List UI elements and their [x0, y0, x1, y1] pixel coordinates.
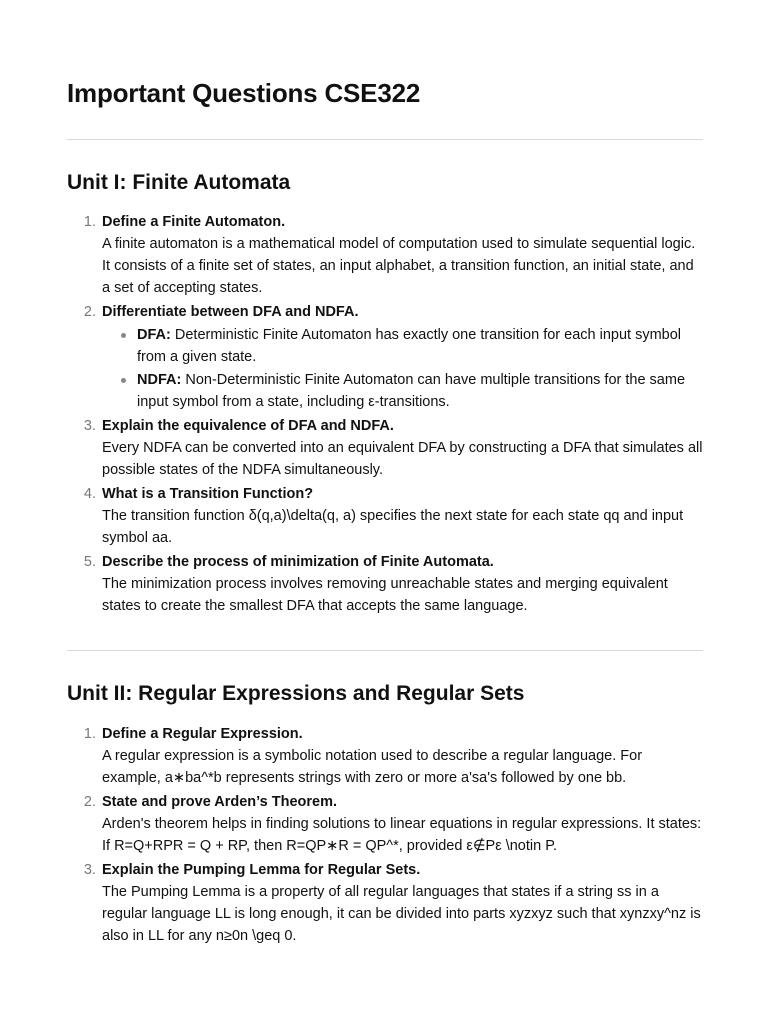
question-answer: The transition function δ(q,a)\delta(q, a) specifies the next state for each state qq and input symbol aa. — [102, 508, 684, 546]
unit-divider — [67, 650, 703, 651]
question-number: 2. — [83, 304, 96, 320]
question-number: 4. — [83, 486, 96, 502]
bullet-text: Non-Deterministic Finite Automaton can have multiple transitions for the same input symbol from a state, including ε-transitions. — [137, 372, 686, 410]
title-divider — [67, 139, 703, 140]
question-item — [67, 301, 703, 413]
question-number: 3. — [83, 418, 96, 434]
question-title: Explain the Pumping Lemma for Regular Sets. — [102, 862, 421, 878]
question-number: 1. — [83, 726, 96, 742]
question-item — [67, 415, 703, 481]
question-number: 3. — [83, 862, 96, 878]
question-item — [67, 859, 703, 947]
question-title: Define a Finite Automaton. — [102, 214, 286, 230]
question-item — [67, 211, 703, 299]
question-answer: A finite automaton is a mathematical model of computation used to simulate sequential logic. It consists of a finite set of states, an input alphabet, a transition function, an initial state, and a set of accepting states. — [102, 236, 696, 296]
bullet-text: Deterministic Finite Automaton has exactly one transition for each input symbol from a given state. — [137, 327, 682, 365]
unit-1-question-list — [67, 211, 703, 619]
comparison-bullet-list — [102, 324, 703, 413]
page-title: Important Questions CSE322 — [67, 78, 421, 108]
question-answer: The Pumping Lemma is a property of all regular languages that states if a string ss in a regular language LL is long enough, it can be divided into parts xyzxyz such that xynzxy^nz is also in LL for any n≥0n \geq 0. — [102, 884, 701, 944]
bullet-term: DFA: — [137, 327, 171, 343]
question-answer: A regular expression is a symbolic notation used to describe a regular language. For example, a∗ba^*b represents strings with zero or more a'sa's followed by one bb. — [102, 748, 643, 786]
question-number: 1. — [83, 214, 96, 230]
question-title: Describe the process of minimization of Finite Automata. — [102, 554, 494, 570]
question-title: What is a Transition Function? — [102, 486, 314, 502]
question-item — [67, 551, 703, 617]
bullet-item-dfa — [102, 324, 703, 368]
question-title: Explain the equivalence of DFA and NDFA. — [102, 418, 394, 434]
question-title: Define a Regular Expression. — [102, 726, 303, 742]
question-title: Differentiate between DFA and NDFA. — [102, 304, 359, 320]
question-answer: Every NDFA can be converted into an equivalent DFA by constructing a DFA that simulates all possible states of the NDFA simultaneously. — [102, 440, 703, 478]
unit-2-heading: Unit II: Regular Expressions and Regular Sets — [67, 682, 525, 705]
question-title: State and prove Arden’s Theorem. — [102, 794, 338, 810]
unit-2-question-list — [67, 723, 703, 949]
question-number: 2. — [83, 794, 96, 810]
question-item — [67, 483, 703, 549]
question-item — [67, 723, 703, 789]
unit-1-heading: Unit I: Finite Automata — [67, 171, 291, 194]
bullet-term: NDFA: — [137, 372, 182, 388]
bullet-item-ndfa — [102, 369, 703, 413]
question-number: 5. — [83, 554, 96, 570]
question-item — [67, 791, 703, 857]
question-answer: Arden's theorem helps in finding solutions to linear equations in regular expressions. It states: If R=Q+RPR = Q + RP, then R=QP∗R = QP^*, provided ε∉Pε \notin P. — [102, 816, 702, 854]
question-answer: The minimization process involves removing unreachable states and merging equivalent states to create the smallest DFA that accepts the same language. — [102, 576, 668, 614]
